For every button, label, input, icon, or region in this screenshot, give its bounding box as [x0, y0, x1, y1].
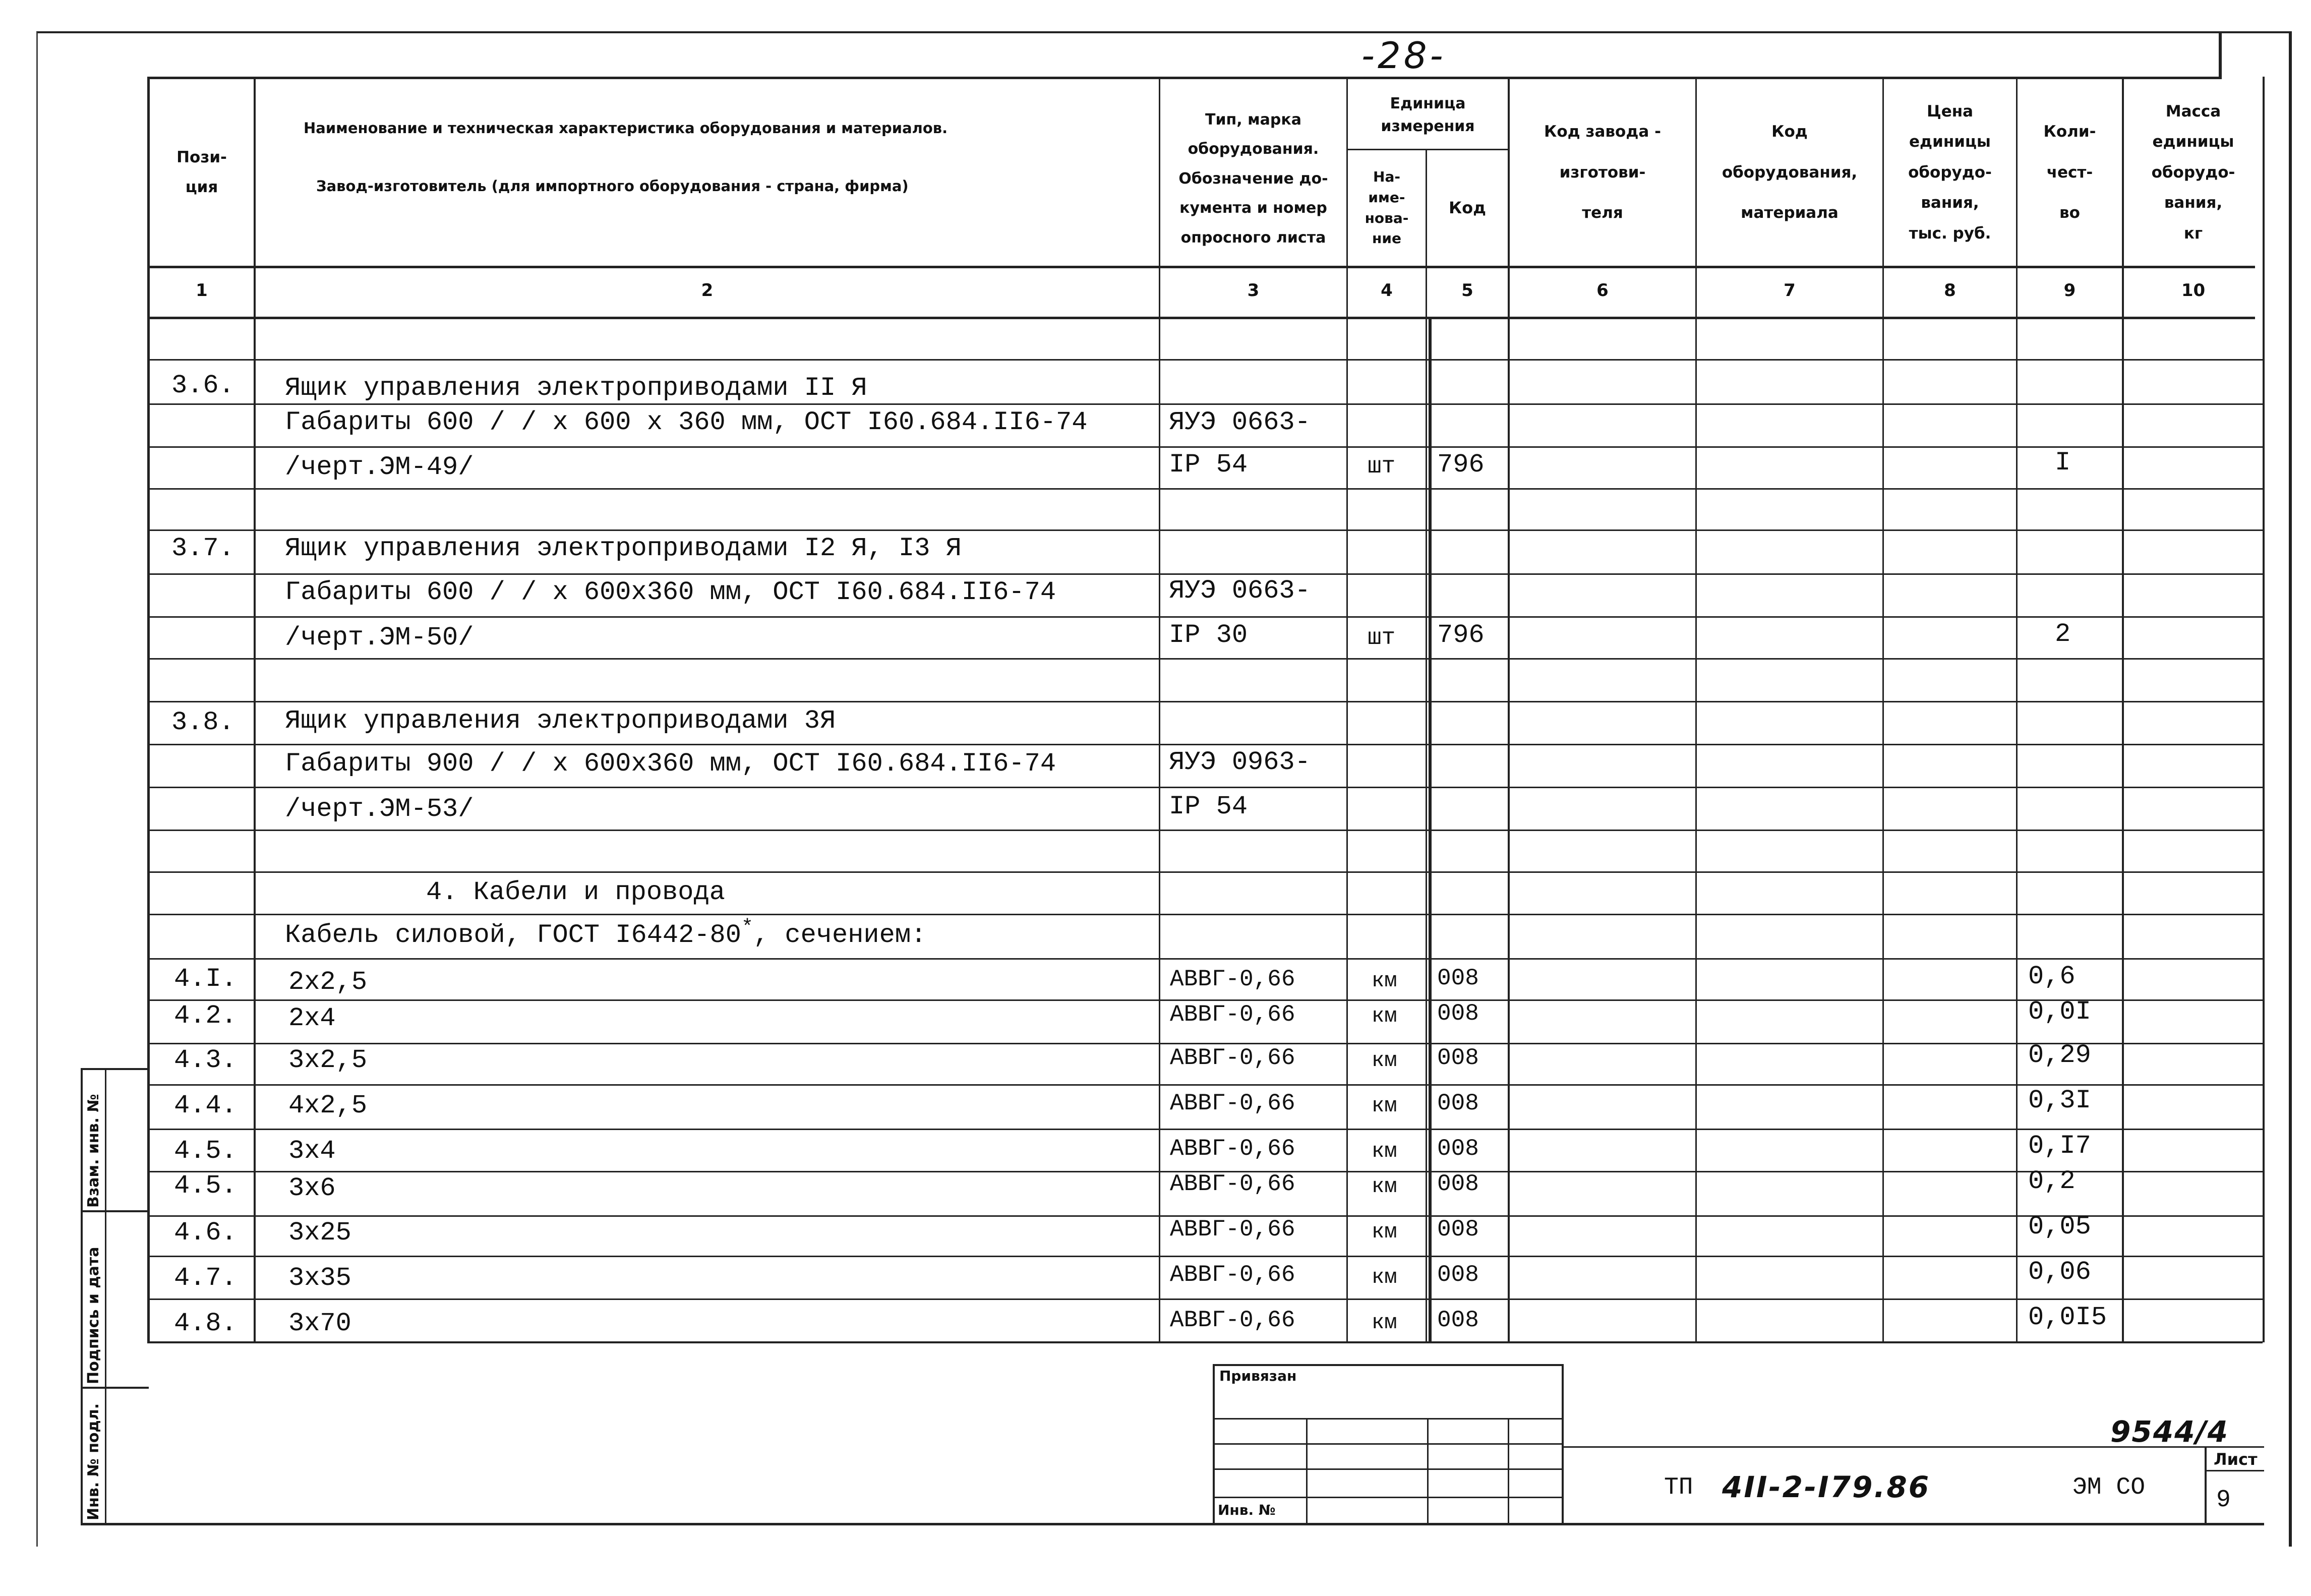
stamp-archive-number: 9544/4	[2110, 1414, 2229, 1449]
section-heading: 4. Кабели и провода	[426, 877, 725, 907]
row-name: 3х25	[288, 1218, 351, 1248]
row-type: АВВГ-0,66	[1170, 1216, 1295, 1243]
row-position: 3.6.	[171, 371, 234, 400]
row-name: 2х2,5	[288, 967, 368, 997]
row-type: ЯУЭ 0663-	[1169, 576, 1311, 606]
corner-mark	[2219, 31, 2222, 79]
col-number: 7	[1784, 280, 1796, 301]
row-unit: км	[1372, 1220, 1397, 1244]
row-quantity: 2	[2055, 619, 2071, 649]
col-number: 10	[2181, 280, 2206, 301]
header-quantity: Коли- чест- во	[2043, 123, 2096, 222]
stamp-doc-code: 4II-2-I79.86	[1722, 1470, 1931, 1504]
row-position: 3.7.	[171, 534, 234, 563]
row-type: АВВГ-0,66	[1170, 1045, 1295, 1071]
row-quantity: 0,2	[2028, 1166, 2076, 1196]
header-name-line2: Завод-изготовитель (для импортного оборудования - страна, фирма)	[316, 178, 909, 195]
col-number: 3	[1247, 280, 1260, 301]
header-mass: Масса единицы оборудо- вания, кг	[2151, 102, 2235, 243]
row-position: 3.8.	[171, 707, 234, 737]
row-name: Габариты 600 / / х 600 х 360 мм, ОСТ I60.684.II6-74	[285, 407, 1088, 437]
row-type: АВВГ-0,66	[1170, 966, 1295, 992]
side-label-vzam: Взам. инв. №	[85, 1094, 102, 1208]
col-number: 2	[701, 280, 714, 301]
row-unit: км	[1372, 1311, 1397, 1335]
row-unit-code: 008	[1437, 1090, 1479, 1116]
row-unit-code: 008	[1437, 1045, 1479, 1071]
col-number: 4	[1381, 280, 1393, 301]
row-type: АВВГ-0,66	[1170, 1136, 1295, 1162]
stamp-privyazan: Привязан	[1219, 1368, 1297, 1384]
row-unit-code: 008	[1437, 965, 1479, 991]
col-number: 5	[1461, 280, 1473, 301]
row-name: /черт.ЭМ-53/	[285, 794, 474, 824]
row-type: АВВГ-0,66	[1170, 1090, 1295, 1116]
stamp-list-number: 9	[2216, 1487, 2231, 1514]
row-unit-code: 008	[1437, 1000, 1479, 1027]
row-position: 4.5.	[174, 1136, 237, 1166]
row-position: 4.2.	[174, 1001, 237, 1031]
row-quantity: 0,06	[2028, 1257, 2091, 1287]
side-label-inv: Инв. № подл.	[85, 1403, 102, 1520]
header-name-line1: Наименование и техническая характеристика оборудования и материалов.	[304, 120, 948, 137]
row-name: Габариты 600 / / х 600х360 мм, ОСТ I60.684.II6-74	[285, 577, 1056, 607]
row-unit-code: 796	[1437, 450, 1485, 480]
row-quantity: 0,0I5	[2028, 1303, 2107, 1332]
page-number: -28-	[1361, 34, 1446, 77]
row-name: /черт.ЭМ-50/	[285, 623, 474, 653]
row-quantity: 0,29	[2028, 1040, 2091, 1070]
row-name: Кабель силовой, ГОСТ I6442-80*, сечением:	[285, 916, 927, 950]
row-type: АВВГ-0,66	[1170, 1001, 1295, 1028]
row-position: 4.7.	[174, 1263, 237, 1293]
row-type: АВВГ-0,66	[1170, 1262, 1295, 1288]
row-position: 4.4.	[174, 1091, 237, 1120]
row-unit-code: 008	[1437, 1216, 1479, 1243]
header-equipment-code: Код оборудования, материала	[1722, 123, 1858, 222]
row-position: 4.I.	[174, 964, 237, 994]
row-quantity: 0,0I	[2028, 997, 2091, 1027]
row-type: АВВГ-0,66	[1170, 1171, 1295, 1197]
stamp-inv-no: Инв. №	[1218, 1502, 1276, 1518]
row-name: Ящик управления электроприводами II Я	[285, 373, 867, 403]
header-type: Тип, марка оборудования. Обозначение до- кумента и номер опросного листа	[1178, 110, 1328, 247]
row-unit: км	[1372, 969, 1397, 993]
row-unit: км	[1372, 1265, 1397, 1289]
row-quantity: 0,3I	[2028, 1086, 2091, 1115]
row-unit: км	[1372, 1174, 1397, 1199]
row-name: Габариты 900 / / х 600х360 мм, ОСТ I60.684.II6-74	[285, 749, 1056, 779]
row-position: 4.3.	[174, 1045, 237, 1075]
stamp-doc-prefix: ТП	[1664, 1474, 1693, 1501]
row-name: 3х35	[288, 1263, 351, 1293]
row-type: IP 30	[1169, 620, 1248, 650]
header-price: Цена единицы оборудо- вания, тыс. руб.	[1908, 102, 1992, 243]
row-name: Ящик управления электроприводами 3Я	[285, 706, 836, 736]
row-name: 4х2,5	[288, 1091, 368, 1120]
row-position: 4.8.	[174, 1309, 237, 1338]
row-position: 4.6.	[174, 1218, 237, 1248]
header-unit-group: Единица измерения	[1381, 94, 1475, 135]
header-factory-code: Код завода - изготови- теля	[1544, 123, 1661, 222]
row-quantity: 0,05	[2028, 1212, 2091, 1242]
row-name: 3х70	[288, 1309, 351, 1338]
row-name: 3х6	[288, 1173, 336, 1203]
row-unit: км	[1372, 1094, 1397, 1118]
col-number: 6	[1596, 280, 1609, 301]
row-unit: км	[1372, 1139, 1397, 1163]
row-unit-code: 008	[1437, 1262, 1479, 1288]
row-type: ЯУЭ 0963-	[1169, 747, 1311, 777]
row-quantity: I	[2055, 448, 2071, 478]
row-unit-code: 008	[1437, 1136, 1479, 1162]
row-name: 3х4	[288, 1136, 336, 1166]
row-type: IP 54	[1169, 792, 1248, 821]
col-number: 9	[2063, 280, 2076, 301]
side-label-podpis: Подпись и дата	[85, 1247, 102, 1384]
row-name: Ящик управления электроприводами I2 Я, I3 Я	[285, 534, 962, 563]
row-position: 4.5.	[174, 1171, 237, 1201]
col-number: 1	[196, 280, 208, 301]
row-name: /черт.ЭМ-49/	[285, 452, 474, 482]
row-unit-code: 796	[1437, 620, 1485, 650]
stamp-sheet-code: ЭМ СО	[2072, 1474, 2146, 1501]
row-type: IP 54	[1169, 450, 1248, 480]
row-quantity: 0,I7	[2028, 1131, 2091, 1161]
col-number: 8	[1944, 280, 1956, 301]
row-name: 2х4	[288, 1003, 336, 1033]
header-unit-name: На- име- нова- ние	[1365, 168, 1409, 247]
row-quantity: 0,6	[2028, 962, 2076, 991]
row-unit-code: 008	[1437, 1307, 1479, 1333]
header-unit-code: Код	[1449, 198, 1486, 218]
row-unit: км	[1372, 1004, 1397, 1028]
stamp-list-label: Лист	[2214, 1450, 2258, 1469]
header-position: Пози- ция	[176, 148, 227, 196]
row-unit: шт	[1368, 625, 1396, 651]
row-unit-code: 008	[1437, 1171, 1479, 1197]
row-unit: шт	[1368, 453, 1396, 480]
row-type: ЯУЭ 0663-	[1169, 407, 1311, 437]
row-unit: км	[1372, 1048, 1397, 1073]
row-type: АВВГ-0,66	[1170, 1307, 1295, 1333]
row-name: 3х2,5	[288, 1045, 368, 1075]
